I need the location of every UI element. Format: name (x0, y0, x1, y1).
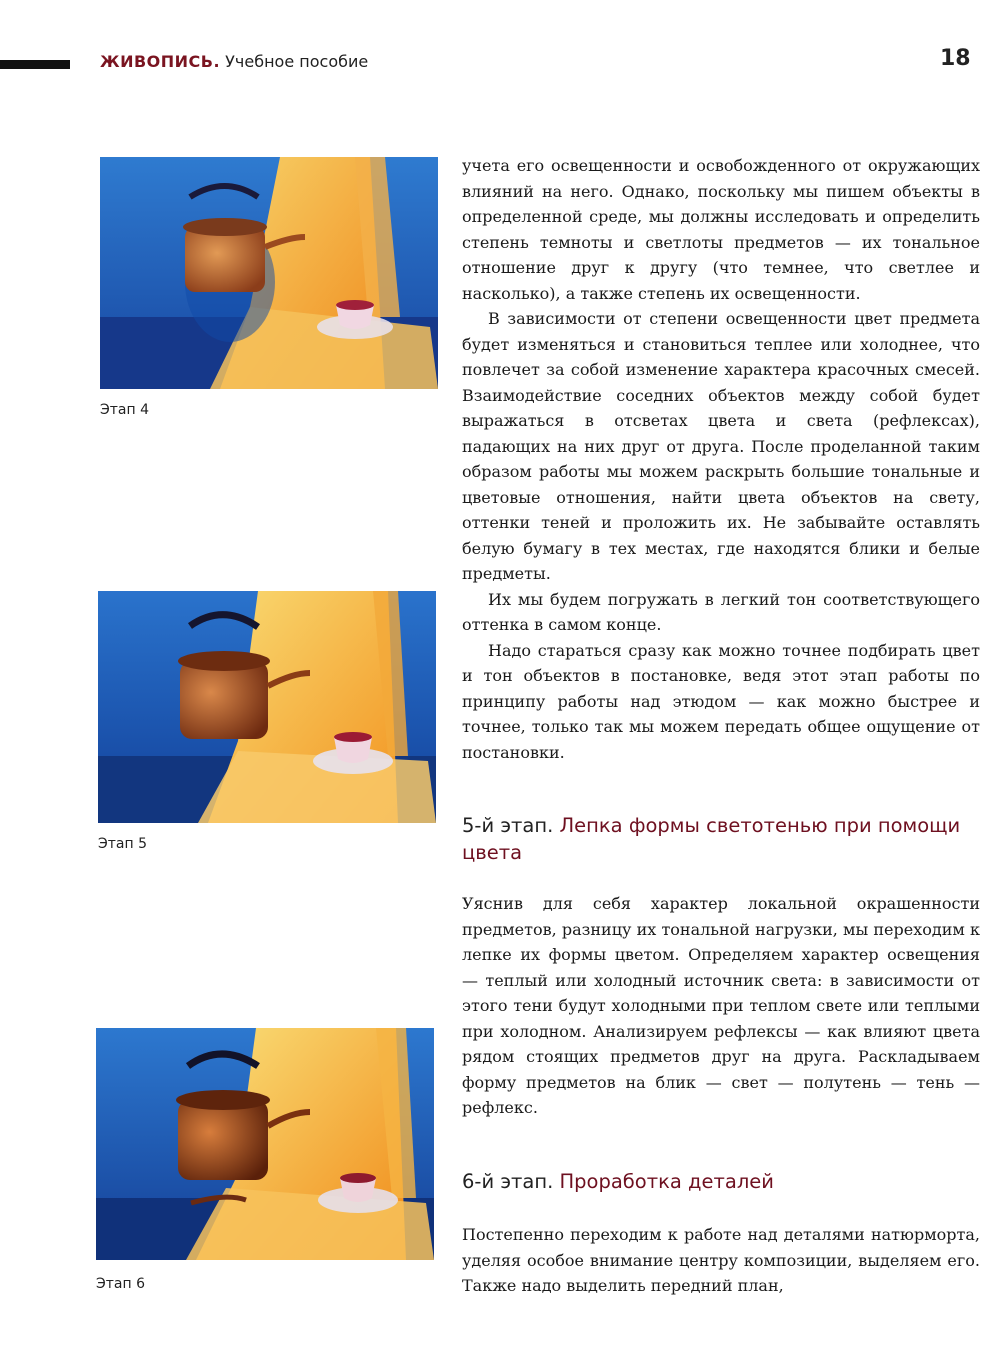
section-heading (462, 812, 980, 866)
figure-caption: Этап 6 (96, 1276, 146, 1292)
paragraph: В зависимости от степени освещенности цвет предмета будет изменяться и становиться теплее или холоднее, что повлечет за собой изменение характера красочных смесей. Взаимодействие соседних объектов между собой будет выражаться в отсветах цвета и света (рефлексах), падающих на них друг от друга. После проделанной таким образом работы мы можем раскрыть большие тональные и цветовые отношения, найти цвета объектов на свету, оттенки теней и проложить их. Не забывайте оставлять белую бумагу в тех местах, где находятся блики и белые предметы. (462, 309, 980, 583)
body-text-block (462, 1222, 980, 1299)
painting-stage-6 (96, 1028, 434, 1260)
figure-caption: Этап 5 (98, 836, 148, 852)
section-title: Лепка формы светотенью при помощи цвета (462, 814, 961, 864)
paragraph: Надо стараться сразу как можно точнее подбирать цвет и тон объектов в постановке, ведя этот этап работы по принципу работы над этюдом — как можно быстрее и точнее, только так мы можем передать общее ощущение от постановки. (462, 640, 980, 762)
page-number: 18 (940, 46, 971, 71)
painting-stage-5 (98, 591, 436, 823)
paragraph: Постепенно переходим к работе над деталями натюрморта, уделяя особое внимание центру композиции, выделяем его. Также надо выделить передний план, (462, 1225, 980, 1295)
book-subtitle: Учебное пособие (225, 52, 369, 71)
figure-caption: Этап 4 (100, 402, 150, 418)
book-title: ЖИВОПИСЬ. (100, 52, 221, 71)
body-text-block (462, 891, 980, 1121)
running-header (100, 52, 368, 71)
paragraph: Их мы будем погружать в легкий тон соответствующего оттенка в самом конце. (462, 589, 980, 634)
section-title: Проработка деталей (559, 1170, 774, 1193)
body-text-block (462, 153, 980, 765)
section-number: 6-й этап. (462, 1170, 554, 1193)
paragraph: Уяснив для себя характер локальной окрашенности предметов, разницу их тональной нагрузки, мы переходим к лепке их формы цветом. Определяем характер освещения — теплый или холодный источник света: в зависимости от этого тени будут холодными при теплом свете или теплыми при холодном. Анализируем рефлексы — как влияют цвета рядом стоящих предметов друг на друга. Раскладываем форму предметов на блик — свет — полутень — тень — рефлекс. (462, 894, 980, 1117)
section-number: 5-й этап. (462, 814, 554, 837)
section-heading (462, 1168, 980, 1195)
paragraph: учета его освещенности и освобожденного от окружающих влияний на него. Однако, поскольку мы пишем объекты в определенной среде, мы должны исследовать и определить степень темноты и светлоты предметов — их тональное отношение друг к другу (что темнее, что светлее и насколько), а также степень их освещенности. (462, 156, 980, 303)
painting-stage-4 (100, 157, 438, 389)
header-rule (0, 60, 70, 69)
